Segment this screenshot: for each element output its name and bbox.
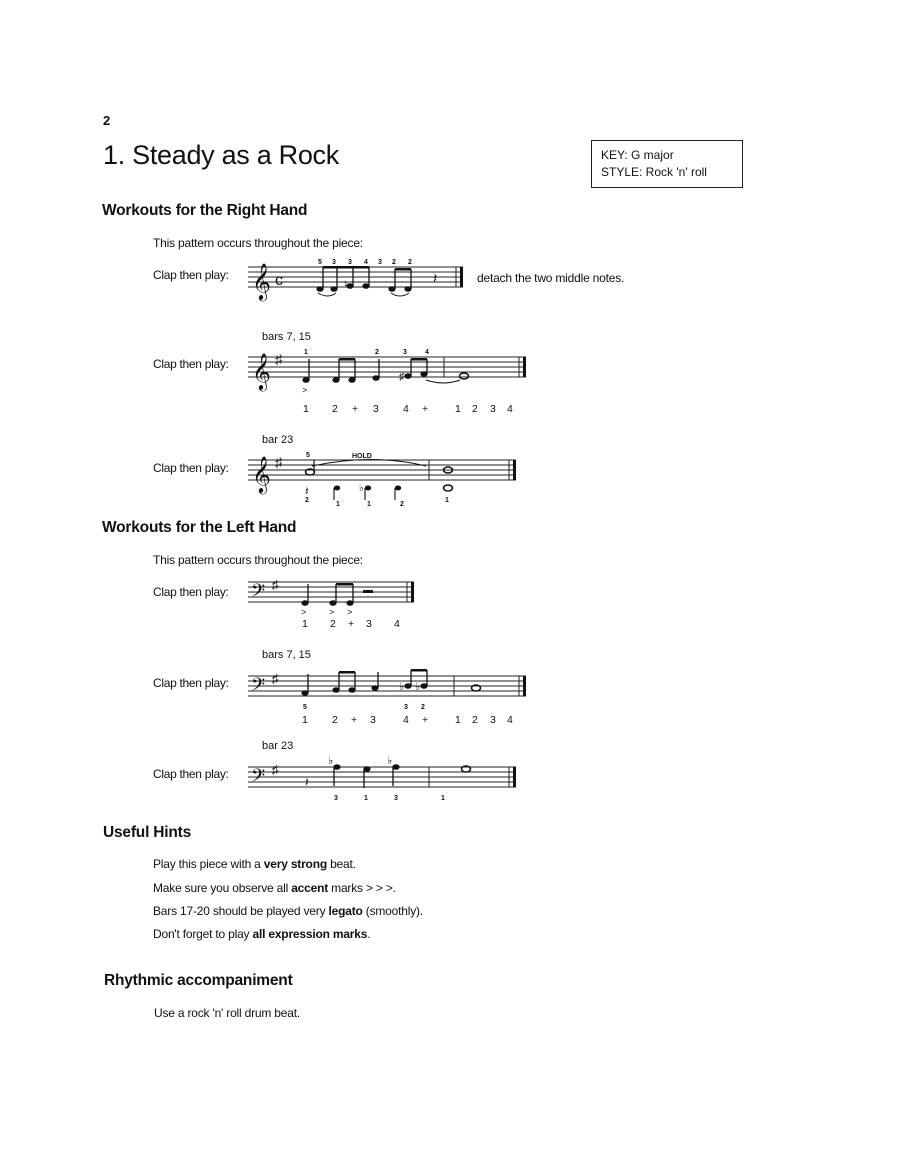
svg-text:1: 1 — [303, 403, 309, 415]
svg-text:1: 1 — [455, 403, 461, 415]
svg-text:>: > — [302, 385, 308, 395]
right-hand-heading: Workouts for the Right Hand — [102, 202, 308, 219]
svg-text:𝄽: 𝄽 — [305, 775, 309, 789]
svg-text:1: 1 — [302, 618, 308, 630]
hint-line: Play this piece with a very strong beat. — [153, 857, 356, 871]
svg-text:4: 4 — [425, 349, 429, 356]
style-label: STYLE: Rock 'n' roll — [601, 165, 707, 179]
svg-text:3: 3 — [404, 704, 408, 711]
svg-text:4: 4 — [403, 714, 409, 726]
svg-text:3: 3 — [370, 714, 376, 726]
svg-text:♯: ♯ — [275, 454, 282, 470]
rh-bars-7-15-staff — [248, 345, 538, 417]
svg-text:2: 2 — [332, 403, 338, 415]
svg-text:2: 2 — [472, 714, 478, 726]
svg-text:4: 4 — [364, 259, 368, 266]
lh-bar-23-staff — [248, 755, 528, 805]
svg-text:3: 3 — [348, 259, 352, 266]
clap-label-rh3: Clap then play: — [153, 461, 229, 475]
svg-text:1: 1 — [445, 497, 449, 504]
svg-text:3: 3 — [490, 403, 496, 415]
svg-text:𝄢: 𝄢 — [251, 674, 266, 699]
svg-text:>: > — [347, 607, 353, 617]
lh-pattern-staff — [248, 572, 428, 632]
hint-line: Bars 17-20 should be played very legato (smoothly). — [153, 904, 423, 918]
lh-bar23-caption: bar 23 — [262, 740, 294, 752]
svg-text:3: 3 — [334, 795, 338, 802]
svg-text:4: 4 — [394, 618, 400, 630]
key-style-box — [591, 140, 743, 188]
svg-text:1: 1 — [455, 714, 461, 726]
svg-text:3: 3 — [490, 714, 496, 726]
svg-text:+: + — [351, 714, 358, 726]
svg-text:𝄞: 𝄞 — [252, 263, 271, 299]
key-label: KEY: G major — [601, 148, 674, 162]
rh-bar23-caption: bar 23 — [262, 434, 294, 446]
svg-text:2: 2 — [332, 714, 338, 726]
svg-text:𝄢: 𝄢 — [251, 580, 266, 605]
svg-text:♯: ♯ — [272, 671, 279, 686]
svg-text:♯: ♯ — [272, 577, 279, 592]
svg-text:𝄞: 𝄞 — [252, 456, 271, 492]
svg-text:1: 1 — [302, 714, 308, 726]
svg-text:2: 2 — [392, 259, 396, 266]
page-number: 2 — [103, 113, 111, 128]
svg-text:3: 3 — [403, 349, 407, 356]
svg-text:𝄢: 𝄢 — [251, 765, 266, 790]
svg-text:4: 4 — [507, 714, 513, 726]
svg-text:1: 1 — [364, 795, 368, 802]
svg-text:5: 5 — [318, 259, 322, 266]
svg-text:♭: ♭ — [415, 681, 421, 693]
svg-text:3: 3 — [373, 403, 379, 415]
clap-label-lh2: Clap then play: — [153, 676, 229, 690]
hint-line: Make sure you observe all accent marks > > >. — [153, 881, 396, 895]
svg-text:3: 3 — [332, 259, 336, 266]
svg-text:𝄽: 𝄽 — [433, 270, 438, 286]
svg-text:3: 3 — [394, 795, 398, 802]
svg-text:2: 2 — [421, 704, 425, 711]
svg-text:4: 4 — [403, 403, 409, 415]
svg-text:1: 1 — [336, 501, 340, 508]
svg-text:HOLD: HOLD — [352, 453, 372, 460]
svg-text:2: 2 — [330, 618, 336, 630]
svg-text:1: 1 — [367, 501, 371, 508]
rh-pattern-staff — [248, 255, 478, 315]
svg-text:2: 2 — [375, 349, 379, 356]
svg-text:♯: ♯ — [399, 371, 405, 383]
svg-text:5: 5 — [303, 704, 307, 711]
svg-text:♯: ♯ — [275, 351, 282, 367]
svg-text:+: + — [422, 714, 429, 726]
svg-text:+: + — [422, 403, 429, 415]
svg-text:♭: ♭ — [399, 681, 405, 693]
svg-text:4: 4 — [507, 403, 513, 415]
svg-text:c: c — [275, 272, 283, 289]
svg-text:1: 1 — [304, 349, 308, 356]
left-hand-heading: Workouts for the Left Hand — [102, 519, 297, 536]
left-hand-intro: This pattern occurs throughout the piece: — [153, 553, 363, 567]
svg-text:1: 1 — [441, 795, 445, 802]
lh-bars-7-15-staff — [248, 664, 538, 728]
svg-text:♭: ♭ — [387, 755, 393, 767]
useful-hints-heading: Useful Hints — [103, 824, 192, 841]
svg-text:+: + — [348, 618, 355, 630]
clap-label-rh1: Clap then play: — [153, 268, 229, 282]
svg-text:>: > — [301, 607, 307, 617]
rh-pattern-note: detach the two middle notes. — [477, 271, 625, 285]
svg-text:♯: ♯ — [272, 762, 279, 777]
clap-label-lh1: Clap then play: — [153, 585, 229, 599]
clap-label-rh2: Clap then play: — [153, 357, 229, 371]
svg-text:+: + — [352, 403, 359, 415]
svg-text:𝄞: 𝄞 — [252, 353, 271, 389]
svg-text:5: 5 — [306, 452, 310, 459]
hint-line: Don't forget to play all expression marks. — [153, 927, 371, 941]
lh-bars-caption: bars 7, 15 — [262, 649, 311, 661]
rh-bars-caption: bars 7, 15 — [262, 331, 311, 343]
svg-text:3: 3 — [378, 259, 382, 266]
svg-text:♮: ♮ — [344, 279, 348, 291]
svg-text:2: 2 — [408, 259, 412, 266]
svg-text:𝄽: 𝄽 — [305, 484, 309, 498]
clap-label-lh3: Clap then play: — [153, 767, 229, 781]
rhythm-heading: Rhythmic accompaniment — [104, 972, 293, 989]
svg-text:♭: ♭ — [359, 483, 364, 494]
svg-text:2: 2 — [472, 403, 478, 415]
page-title: 1. Steady as a Rock — [103, 140, 339, 170]
rh-bar-23-staff — [248, 448, 528, 510]
right-hand-intro: This pattern occurs throughout the piece: — [153, 236, 363, 250]
svg-text:♭: ♭ — [328, 755, 334, 767]
svg-text:>: > — [329, 607, 335, 617]
svg-text:3: 3 — [366, 618, 372, 630]
rhythm-text: Use a rock 'n' roll drum beat. — [154, 1006, 300, 1020]
svg-text:2: 2 — [305, 497, 309, 504]
svg-text:2: 2 — [400, 501, 404, 508]
